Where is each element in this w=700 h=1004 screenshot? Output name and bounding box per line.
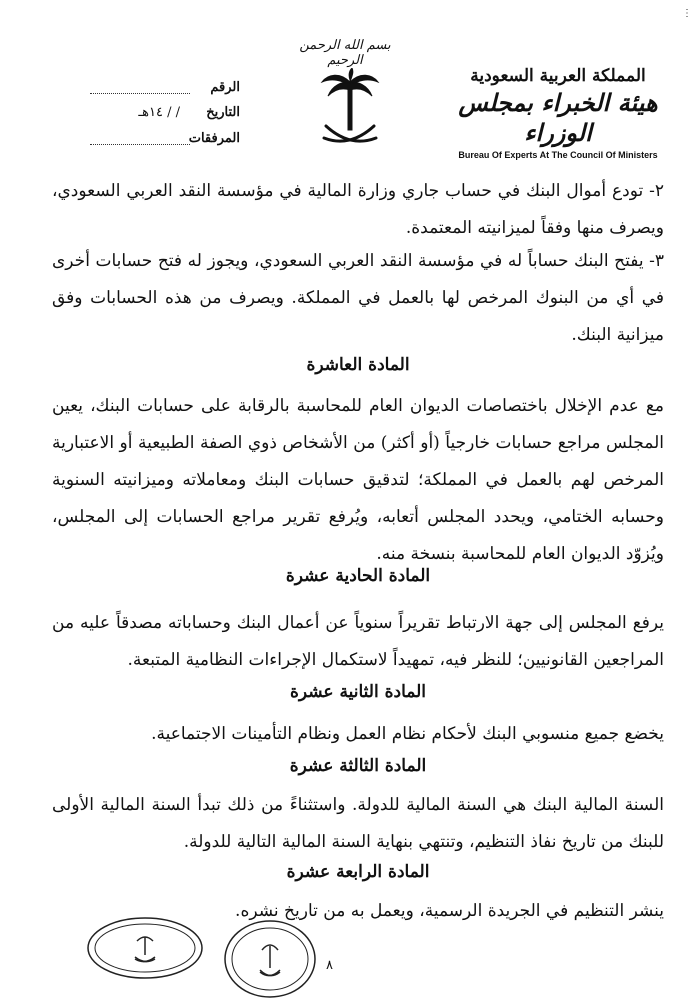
article-12-heading: المادة الثانية عشرة: [289, 682, 426, 702]
article-11-text: يرفع المجلس إلى جهة الارتباط تقريراً سنوياً عن أعمال البنك وحساباته مصدقاً عليه من المراجعين القانونيين؛ للنظر فيه، تمهيداً لاستكمال الإجراءات النظامية المتبعة.: [52, 613, 664, 670]
official-seal-icon: [222, 918, 318, 1004]
date-label: التاريخ: [206, 105, 240, 120]
page-number: ٨: [326, 958, 333, 973]
basmala: بسم الله الرحمن الرحيم: [299, 38, 391, 68]
date-field: [90, 105, 240, 120]
attachments-label: المرفقات: [188, 131, 240, 146]
country-name: المملكة العربية السعودية: [470, 66, 646, 86]
article-11-heading: المادة الحادية عشرة: [285, 566, 431, 586]
clause-item-3: ٣- يفتح البنك حساباً له في مؤسسة النقد العربي السعودي، ويجوز له فتح حسابات أخرى في أي من البنوك المرخص لها بالعمل في المملكة. ويصرف من هذه الحسابات وفق ميزانية البنك.: [52, 251, 664, 345]
number-line: [90, 93, 190, 94]
article-14-heading: المادة الرابعة عشرة: [286, 862, 430, 882]
corner-marks: ⋮: [682, 8, 692, 19]
date-value: / / ١٤هـ: [138, 105, 180, 120]
clause-item-2: ٢- تودع أموال البنك في حساب جاري وزارة المالية في مؤسسة النقد العربي السعودي، ويصرف منها وفقاً لميزانيته المعتمدة.: [52, 181, 664, 238]
attachments-field: [90, 131, 240, 146]
org-name: هيئة الخبراء بمجلس الوزراء: [458, 88, 658, 147]
article-14-text: ينشر التنظيم في الجريدة الرسمية، ويعمل به من تاريخ نشره.: [235, 901, 664, 921]
article-10-text: مع عدم الإخلال باختصاصات الديوان العام للمحاسبة بالرقابة على حسابات البنك، يعين المجلس مراجع حسابات خارجياً (أو أكثر) من الأشخاص ذوي الصفة الطبيعية أو الاعتبارية المرخص لهم بالعمل في المملكة؛ لتدقيق حسابات البنك ومعاملاته وميزانيته السنوية وحسابه الختامي، ويحدد المجلس أتعابه، ويُرفع تقرير مراجع الحسابات إلى المجلس، ويُزوّد الديوان العام للمحاسبة بنسخة منه.: [52, 396, 664, 564]
article-13-text: السنة المالية البنك هي السنة المالية للدولة. واستثناءً من ذلك تبدأ السنة المالية الأولى للبنك من تاريخ نفاذ التنظيم، وتنتهي بنهاية السنة المالية التالية للدولة.: [52, 795, 664, 852]
number-field: [90, 80, 240, 95]
org-name-english: Bureau Of Experts At The Council Of Ministers: [458, 150, 658, 160]
article-10-heading: المادة العاشرة: [306, 355, 410, 375]
org-header: [458, 66, 658, 160]
article-13-heading: المادة الثالثة عشرة: [289, 756, 427, 776]
attachments-line: [90, 144, 190, 145]
official-stamp-icon: [85, 915, 205, 985]
number-label: الرقم: [210, 80, 240, 95]
article-12-text: يخضع جميع منسوبي البنك لأحكام نظام العمل ونظام التأمينات الاجتماعية.: [151, 724, 664, 744]
palm-swords-emblem-icon: [318, 68, 382, 156]
